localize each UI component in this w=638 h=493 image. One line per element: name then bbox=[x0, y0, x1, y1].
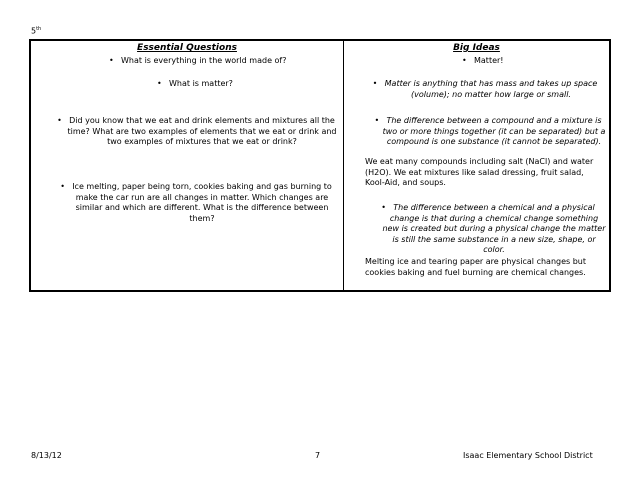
footer-page-number: 7 bbox=[315, 451, 321, 460]
paragraph-changes: Melting ice and tearing paper are physical changes but cookies baking and fuel burning are chemical changes. bbox=[365, 257, 587, 277]
big-idea-4: • The difference between a chemical and a physical change is that during a chemical change something new is created but during a physical change the matter is still the same substance in a new size, shape, or color. bbox=[381, 203, 607, 256]
grade-label: 5th bbox=[31, 26, 42, 36]
essential-questions-header: Essential Questions bbox=[137, 43, 237, 53]
big-idea-1: • Matter! bbox=[474, 56, 594, 67]
question-1: • What is everything in the world made of? bbox=[121, 56, 331, 67]
big-idea-3: • The difference between a compound and a mixture is two or more things together (it can be separated) but a compound is one substance (it cannot be separated). bbox=[381, 116, 607, 148]
footer-date: 8/13/12 bbox=[31, 451, 62, 460]
footer-district: Isaac Elementary School District bbox=[463, 451, 593, 460]
big-idea-2: • Matter is anything that has mass and takes up space (volume); no matter how large or small. bbox=[381, 79, 601, 100]
paragraph-compounds: We eat many compounds including salt (NaCl) and water (H2O). We eat mixtures like salad dressing, fruit salad, Kool-Aid, and soups. bbox=[365, 157, 594, 187]
question-3: • Did you know that we eat and drink elements and mixtures all the time? What are two examples of elements that we eat or drink and two examples of mixtures that we eat or drink? bbox=[66, 116, 338, 148]
question-2: • What is matter? bbox=[169, 79, 329, 90]
big-ideas-header: Big Ideas bbox=[453, 43, 500, 53]
question-4: • Ice melting, paper being torn, cookies baking and gas burning to make the car run are all changes in matter. Which changes are similar and which are different. What is the difference between them? bbox=[71, 182, 333, 224]
content-table bbox=[29, 39, 611, 292]
column-divider bbox=[343, 41, 344, 290]
